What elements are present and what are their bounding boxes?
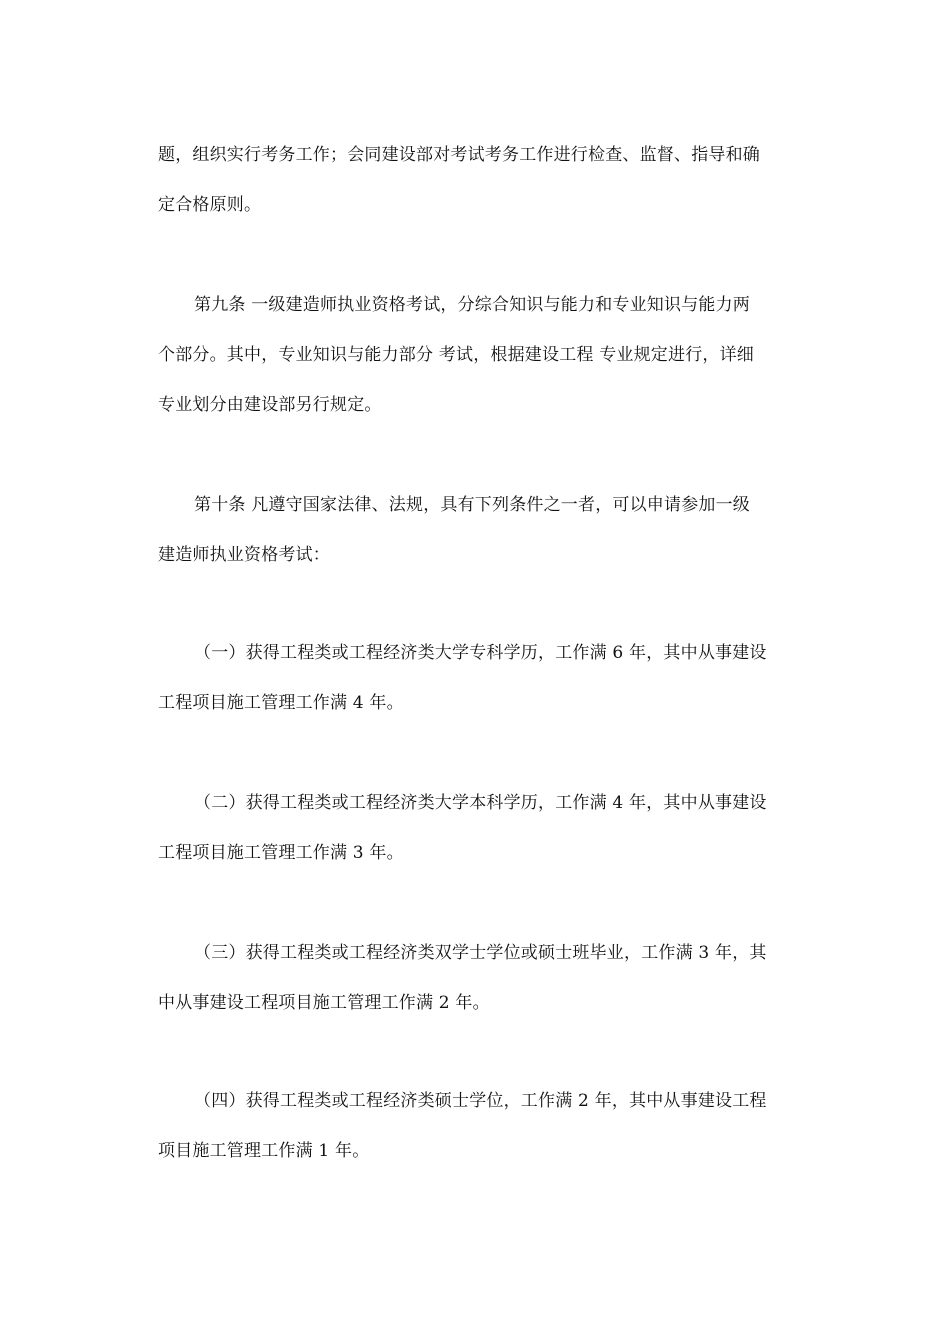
text-line: 建造师执业资格考试： [158,545,330,565]
condition-item-4: （四）获得工程类或工程经济类硕士学位，工作满 2 年，其中从事建设工程 [194,1091,767,1111]
text-line: 项目施工管理工作满 1 年。 [158,1141,370,1161]
article-9-heading-line: 第九条 一级建造师执业资格考试，分综合知识与能力和专业知识与能力两 [194,295,751,315]
article-10-heading-line: 第十条 凡遵守国家法律、法规，具有下列条件之一者，可以申请参加一级 [194,495,751,515]
text-line: 工程项目施工管理工作满 3 年。 [158,843,404,863]
condition-item-3: （三）获得工程类或工程经济类双学士学位或硕士班毕业，工作满 3 年，其 [194,943,767,963]
text-line: 个部分。其中，专业知识与能力部分 考试，根据建设工程 专业规定进行，详细 [158,345,755,365]
condition-item-2: （二）获得工程类或工程经济类大学本科学历，工作满 4 年，其中从事建设 [194,793,767,813]
text-line: 定合格原则。 [158,195,262,215]
text-line: 专业划分由建设部另行规定。 [158,395,382,415]
text-line: 题，组织实行考务工作；会同建设部对考试考务工作进行检查、监督、指导和确 [158,145,760,165]
condition-item-1: （一）获得工程类或工程经济类大学专科学历，工作满 6 年，其中从事建设 [194,643,767,663]
text-line: 中从事建设工程项目施工管理工作满 2 年。 [158,993,490,1013]
text-line: 工程项目施工管理工作满 4 年。 [158,693,404,713]
